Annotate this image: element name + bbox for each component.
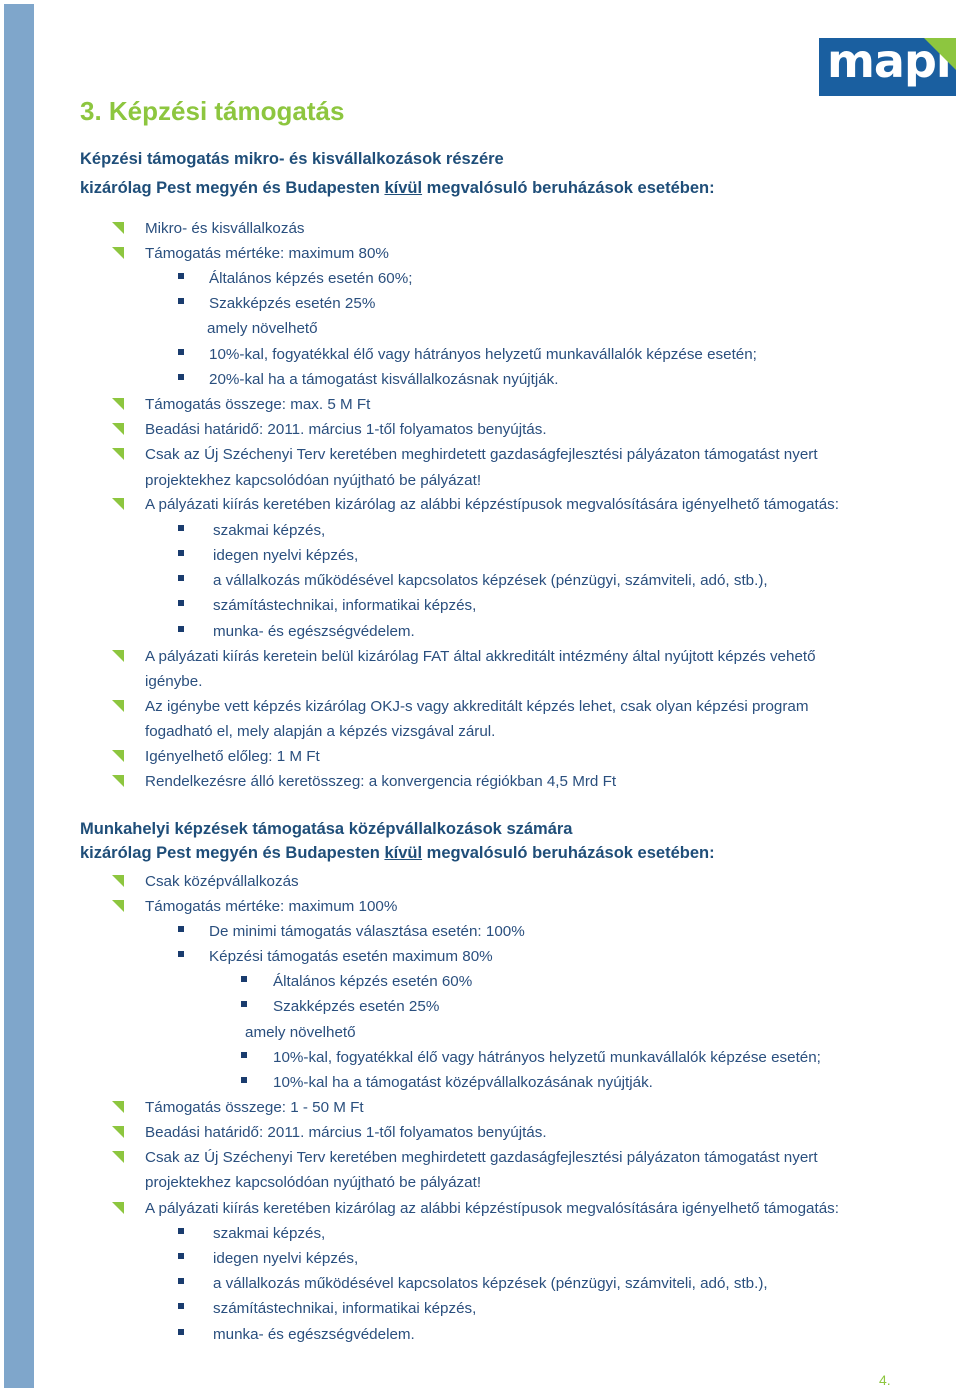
list-item: Az igénybe vett képzés kizárólag OKJ-s vagy akkreditált képzés lehet, csak olyan képzési program bbox=[145, 698, 809, 715]
square-bullet-icon bbox=[178, 575, 184, 581]
list-item: számítástechnikai, informatikai képzés, bbox=[213, 1300, 477, 1317]
square-bullet-icon bbox=[178, 951, 184, 957]
list-item: De minimi támogatás választása esetén: 100% bbox=[209, 923, 525, 940]
list-item: 20%-kal ha a támogatást kisvállalkozásnak nyújtják. bbox=[209, 371, 559, 388]
list-item: Szakképzés esetén 25% bbox=[273, 998, 440, 1015]
list-item: számítástechnikai, informatikai képzés, bbox=[213, 597, 477, 614]
triangle-bullet-icon bbox=[112, 423, 124, 435]
square-bullet-icon bbox=[178, 1253, 184, 1259]
list-item: Szakképzés esetén 25% bbox=[209, 295, 376, 312]
triangle-bullet-icon bbox=[112, 1151, 124, 1163]
triangle-bullet-icon bbox=[112, 700, 124, 712]
square-bullet-icon bbox=[178, 525, 184, 531]
triangle-bullet-icon bbox=[112, 1101, 124, 1113]
logo-text: mapi bbox=[827, 38, 951, 88]
list-item: szakmai képzés, bbox=[213, 1225, 326, 1242]
square-bullet-icon bbox=[178, 374, 184, 380]
triangle-bullet-icon bbox=[112, 900, 124, 912]
underlined-word: kívül bbox=[384, 179, 423, 197]
list-item: Beadási határidő: 2011. március 1-től folyamatos benyújtás. bbox=[145, 421, 547, 438]
square-bullet-icon bbox=[241, 1001, 247, 1007]
list-item: Támogatás összege: max. 5 M Ft bbox=[145, 396, 371, 413]
triangle-bullet-icon bbox=[112, 398, 124, 410]
list-item: Igényelhető előleg: 1 M Ft bbox=[145, 748, 320, 765]
list-item: Képzési támogatás esetén maximum 80% bbox=[209, 948, 493, 965]
square-bullet-icon bbox=[241, 1052, 247, 1058]
section2-title-line1: Munkahelyi képzések támogatása középvállalkozások számára bbox=[80, 820, 573, 838]
underlined-word: kívül bbox=[384, 844, 423, 862]
triangle-bullet-icon bbox=[112, 650, 124, 662]
section1-title-line2: kizárólag Pest megyén és Budapesten kívül megvalósuló beruházások esetében: bbox=[80, 179, 715, 197]
list-item: A pályázati kiírás keretein belül kizárólag FAT által akkreditált intézmény által nyújtott képzés vehető bbox=[145, 648, 816, 665]
list-item-continuation: projektekhez kapcsolódóan nyújtható be pályázat! bbox=[145, 1174, 482, 1191]
square-bullet-icon bbox=[178, 349, 184, 355]
list-item: Támogatás mértéke: maximum 100% bbox=[145, 898, 398, 915]
square-bullet-icon bbox=[241, 976, 247, 982]
left-decorative-bar bbox=[4, 4, 34, 1388]
triangle-bullet-icon bbox=[112, 247, 124, 259]
list-item-continuation: projektekhez kapcsolódóan nyújtható be pályázat! bbox=[145, 472, 482, 489]
list-item: Általános képzés esetén 60% bbox=[273, 973, 473, 990]
square-bullet-icon bbox=[178, 1329, 184, 1335]
square-bullet-icon bbox=[241, 1077, 247, 1083]
list-item: Támogatás összege: 1 - 50 M Ft bbox=[145, 1099, 364, 1116]
triangle-bullet-icon bbox=[112, 222, 124, 234]
list-item: 10%-kal, fogyatékkal élő vagy hátrányos helyzetű munkavállalók képzése esetén; bbox=[273, 1049, 821, 1066]
mapi-logo bbox=[819, 38, 956, 96]
list-item: idegen nyelvi képzés, bbox=[213, 547, 359, 564]
list-item: Rendelkezésre álló keretösszeg: a konvergencia régiókban 4,5 Mrd Ft bbox=[145, 773, 617, 790]
square-bullet-icon bbox=[178, 1228, 184, 1234]
list-item: Beadási határidő: 2011. március 1-től folyamatos benyújtás. bbox=[145, 1124, 547, 1141]
list-item: szakmai képzés, bbox=[213, 522, 326, 539]
list-item: Általános képzés esetén 60%; bbox=[209, 270, 413, 287]
logo-corner-triangle bbox=[924, 38, 956, 70]
square-bullet-icon bbox=[178, 600, 184, 606]
list-item: A pályázati kiírás keretében kizárólag az alábbi képzéstípusok megvalósítására igényelhető támogatás: bbox=[145, 1200, 839, 1217]
list-item: Mikro- és kisvállalkozás bbox=[145, 220, 305, 237]
list-item: munka- és egészségvédelem. bbox=[213, 623, 415, 640]
square-bullet-icon bbox=[178, 626, 184, 632]
triangle-bullet-icon bbox=[112, 750, 124, 762]
list-item-continuation: igénybe. bbox=[145, 673, 203, 690]
triangle-bullet-icon bbox=[112, 775, 124, 787]
square-bullet-icon bbox=[178, 926, 184, 932]
list-item: amely növelhető bbox=[245, 1024, 356, 1041]
square-bullet-icon bbox=[178, 273, 184, 279]
section2-title-line2: kizárólag Pest megyén és Budapesten kívül megvalósuló beruházások esetében: bbox=[80, 844, 715, 862]
list-item: Csak az Új Széchenyi Terv keretében meghirdetett gazdaságfejlesztési pályázaton támogatást nyert bbox=[145, 446, 818, 463]
square-bullet-icon bbox=[178, 550, 184, 556]
list-item: amely növelhető bbox=[207, 320, 318, 337]
square-bullet-icon bbox=[178, 1303, 184, 1309]
section1-title-line1: Képzési támogatás mikro- és kisvállalkozások részére bbox=[80, 150, 504, 168]
triangle-bullet-icon bbox=[112, 448, 124, 460]
triangle-bullet-icon bbox=[112, 498, 124, 510]
list-item: Támogatás mértéke: maximum 80% bbox=[145, 245, 389, 262]
page-heading: 3. Képzési támogatás bbox=[80, 96, 345, 126]
list-item: munka- és egészségvédelem. bbox=[213, 1326, 415, 1343]
triangle-bullet-icon bbox=[112, 875, 124, 887]
list-item: Csak középvállalkozás bbox=[145, 873, 299, 890]
triangle-bullet-icon bbox=[112, 1126, 124, 1138]
page-number: 4. bbox=[879, 1372, 891, 1388]
list-item: a vállalkozás működésével kapcsolatos képzések (pénzügyi, számviteli, adó, stb.), bbox=[213, 1275, 768, 1292]
list-item: Csak az Új Széchenyi Terv keretében meghirdetett gazdaságfejlesztési pályázaton támogatást nyert bbox=[145, 1149, 818, 1166]
square-bullet-icon bbox=[178, 298, 184, 304]
triangle-bullet-icon bbox=[112, 1202, 124, 1214]
list-item: a vállalkozás működésével kapcsolatos képzések (pénzügyi, számviteli, adó, stb.), bbox=[213, 572, 768, 589]
square-bullet-icon bbox=[178, 1278, 184, 1284]
list-item: A pályázati kiírás keretében kizárólag az alábbi képzéstípusok megvalósítására igényelhető támogatás: bbox=[145, 496, 839, 513]
list-item-continuation: fogadható el, mely alapján a képzés vizsgával zárul. bbox=[145, 723, 496, 740]
list-item: idegen nyelvi képzés, bbox=[213, 1250, 359, 1267]
list-item: 10%-kal ha a támogatást középvállalkozásának nyújtják. bbox=[273, 1074, 653, 1091]
list-item: 10%-kal, fogyatékkal élő vagy hátrányos helyzetű munkavállalók képzése esetén; bbox=[209, 346, 757, 363]
